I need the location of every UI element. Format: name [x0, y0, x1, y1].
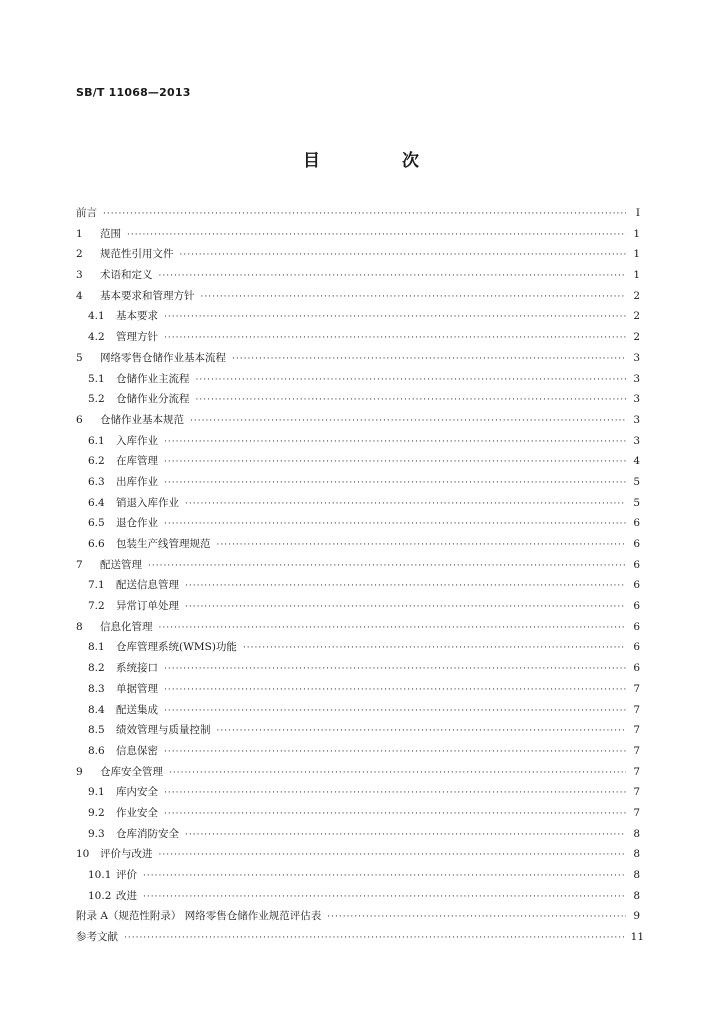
dot-leader	[164, 457, 626, 467]
dot-leader	[185, 830, 626, 840]
dot-leader	[164, 788, 626, 798]
toc-entry-number: 9	[76, 765, 83, 778]
dot-leader	[159, 623, 627, 633]
toc-entry[interactable]	[76, 577, 640, 598]
toc-entry-page: 3	[633, 434, 640, 447]
toc-entry-page: 6	[633, 600, 640, 613]
dot-leader	[243, 643, 626, 653]
dot-leader	[201, 292, 627, 302]
toc-entry-label: 规范性引用文件	[100, 248, 174, 261]
toc-entry-label: 退仓作业	[116, 517, 158, 530]
dot-leader	[127, 230, 626, 240]
dot-leader	[164, 312, 626, 322]
dot-leader	[180, 250, 627, 260]
dot-leader	[185, 499, 626, 509]
toc-entry[interactable]	[76, 246, 640, 267]
dot-leader	[169, 768, 626, 778]
toc-entry[interactable]	[76, 288, 640, 309]
toc-entry-page: 7	[633, 744, 640, 757]
toc-entry-label: 仓储作业主流程	[116, 372, 190, 385]
toc-entry-label: 基本要求	[116, 310, 158, 323]
toc-entry[interactable]	[76, 867, 640, 888]
toc-entry[interactable]	[76, 515, 640, 536]
toc-entry-number: 4	[76, 289, 83, 302]
toc-entry[interactable]	[76, 350, 640, 371]
toc-entry-number: 8.1	[88, 641, 105, 654]
dot-leader	[124, 933, 625, 943]
toc-entry-label: 评价与改进	[100, 848, 153, 861]
toc-entry-number: 9.1	[88, 786, 105, 799]
toc-entry-label: 参考文献	[76, 931, 118, 944]
toc-entry-label: 配送集成	[116, 703, 158, 716]
dot-leader	[164, 437, 626, 447]
toc-entry-label: 网络零售仓储作业基本流程	[100, 351, 226, 364]
toc-entry-number: 10.1	[88, 869, 112, 881]
toc-entry[interactable]	[76, 722, 640, 743]
toc-entry-number: 3	[76, 269, 83, 282]
toc-entry-label: 绩效管理与质量控制	[116, 724, 211, 737]
toc-entry-number: 8.4	[88, 703, 105, 716]
dot-leader	[143, 871, 626, 881]
toc-entry-page: 6	[633, 620, 640, 633]
toc-entry-number: 5	[76, 351, 83, 364]
dot-leader	[164, 706, 626, 716]
toc-entry[interactable]	[76, 826, 640, 847]
dot-leader	[196, 395, 627, 405]
dot-leader	[164, 664, 626, 674]
toc-entry-number: 10.2	[88, 889, 112, 902]
toc-entry-number: 9.2	[88, 806, 105, 819]
dot-leader	[185, 602, 626, 612]
toc-entry-number: 7	[76, 558, 83, 571]
toc-entry-label: 改进	[116, 889, 137, 902]
toc-entry-page: 3	[633, 393, 640, 406]
toc-entry-label: 管理方针	[116, 331, 158, 344]
toc-entry-label: 出库作业	[116, 475, 158, 488]
toc-entry-label: 范围	[100, 227, 121, 240]
toc-entry-page: 7	[633, 682, 640, 695]
standard-code: SB/T 11068—2013	[76, 86, 191, 99]
toc-entry-label: 异常订单处理	[116, 600, 179, 613]
toc-entry-number: 6.6	[88, 538, 105, 550]
toc-entry-number: 2	[76, 248, 83, 261]
toc-entry-page: 7	[633, 786, 640, 799]
toc-entry[interactable]	[76, 764, 640, 785]
toc-entry-number: 9.3	[88, 827, 105, 840]
toc-entry[interactable]	[76, 205, 640, 226]
toc-entry-number: 4.2	[88, 331, 105, 344]
toc-entry-label: 仓库管理系统(WMS)功能	[116, 641, 237, 654]
toc-entry[interactable]	[76, 681, 640, 702]
toc-entry-label: 作业安全	[116, 806, 158, 819]
toc-entry-page: 4	[633, 455, 640, 468]
dot-leader	[164, 809, 626, 819]
toc-entry-page: 2	[633, 331, 640, 344]
toc-entry-page: 5	[633, 496, 640, 509]
toc-entry-label: 配送管理	[100, 558, 142, 571]
toc-entry[interactable]	[76, 474, 640, 495]
toc-entry[interactable]	[76, 908, 640, 929]
toc-entry[interactable]	[76, 267, 640, 288]
dot-leader	[217, 726, 627, 736]
toc-entry-page: 2	[633, 310, 640, 323]
toc-entry-page: 6	[633, 579, 640, 592]
toc-entry-page: 11	[630, 931, 645, 944]
toc-entry-page: 1	[633, 248, 640, 261]
toc-entry[interactable]	[76, 453, 640, 474]
toc-entry[interactable]	[76, 619, 640, 640]
toc-entry[interactable]	[76, 226, 640, 247]
dot-leader	[327, 912, 626, 922]
toc-entry-label: 附录 A（规范性附录） 网络零售仓储作业规范评估表	[76, 910, 322, 923]
toc-entry-number: 8.3	[88, 682, 105, 695]
dot-leader	[164, 685, 626, 695]
toc-entry-number: 6	[76, 413, 83, 426]
toc-entry-page: 6	[633, 662, 640, 675]
toc-entry-page: 8	[633, 827, 640, 840]
toc-entry-number: 6.3	[88, 475, 105, 488]
toc-entry-number: 8	[76, 620, 83, 633]
toc-entry-label: 仓库安全管理	[100, 765, 163, 778]
toc-entry-page: 3	[633, 413, 640, 426]
toc-entry-label: 在库管理	[116, 455, 158, 468]
toc-entry-number: 8.5	[88, 724, 105, 737]
toc-entry-label: 评价	[116, 869, 137, 881]
toc-entry-number: 5.2	[88, 393, 105, 406]
toc-entry-number: 6.4	[88, 496, 105, 509]
table-of-contents	[76, 205, 645, 950]
toc-entry-page: 1	[633, 269, 640, 282]
toc-entry-label: 库内安全	[116, 786, 158, 799]
toc-entry[interactable]	[76, 784, 640, 805]
toc-entry-label: 前言	[76, 207, 97, 219]
toc-entry-label: 配送信息管理	[116, 579, 179, 592]
dot-leader	[196, 375, 627, 385]
dot-leader	[159, 850, 627, 860]
toc-entry[interactable]	[76, 433, 640, 454]
dot-leader	[159, 271, 627, 281]
toc-entry-number: 6.5	[88, 517, 105, 530]
toc-entry-page: 7	[633, 765, 640, 778]
toc-entry-page: 5	[633, 475, 640, 488]
dot-leader	[164, 478, 626, 488]
toc-entry-label: 基本要求和管理方针	[100, 289, 195, 302]
toc-entry[interactable]	[76, 846, 640, 867]
toc-entry[interactable]	[76, 557, 640, 578]
toc-entry[interactable]	[76, 702, 640, 723]
dot-leader	[232, 354, 626, 364]
toc-entry[interactable]	[76, 598, 640, 619]
toc-entry-page: 7	[633, 806, 640, 819]
toc-entry[interactable]	[76, 639, 640, 660]
toc-entry-page: 6	[633, 641, 640, 654]
toc-entry-page: 8	[633, 869, 640, 881]
toc-entry-label: 销退入库作业	[116, 496, 179, 509]
dot-leader	[143, 892, 626, 902]
dot-leader	[164, 519, 626, 529]
toc-entry-page: 8	[633, 848, 640, 861]
toc-entry-label: 术语和定义	[100, 269, 153, 282]
toc-entry-page: Ⅰ	[635, 207, 640, 219]
dot-leader	[164, 333, 626, 343]
dot-leader	[190, 416, 626, 426]
toc-entry-number: 10	[76, 848, 90, 861]
toc-entry[interactable]	[76, 536, 640, 557]
toc-entry[interactable]	[76, 371, 640, 392]
toc-entry-number: 8.6	[88, 744, 105, 757]
toc-entry-label: 信息化管理	[100, 620, 153, 633]
toc-entry-label: 系统接口	[116, 662, 158, 675]
toc-entry-number: 7.2	[88, 600, 105, 613]
toc-entry-page: 1	[633, 227, 640, 240]
toc-entry[interactable]	[76, 660, 640, 681]
toc-entry[interactable]	[76, 308, 640, 329]
toc-entry-page: 7	[633, 703, 640, 716]
dot-leader	[185, 581, 626, 591]
toc-entry-label: 单据管理	[116, 682, 158, 695]
toc-entry-label: 入库作业	[116, 434, 158, 447]
toc-entry-number: 6.1	[88, 434, 105, 447]
toc-entry-label: 包装生产线管理规范	[116, 538, 211, 550]
toc-entry[interactable]	[76, 391, 640, 412]
toc-entry-page: 6	[633, 517, 640, 530]
toc-entry-label: 仓储作业分流程	[116, 393, 190, 406]
toc-entry-page: 9	[633, 910, 640, 923]
toc-entry[interactable]	[76, 888, 640, 909]
toc-entry[interactable]	[76, 495, 640, 516]
dot-leader	[148, 561, 626, 571]
toc-entry-page: 6	[633, 538, 640, 550]
toc-entry-label: 信息保密	[116, 744, 158, 757]
toc-entry-number: 8.2	[88, 662, 105, 675]
toc-entry-number: 4.1	[88, 310, 105, 323]
page-title: 目 次	[303, 151, 457, 171]
toc-entry[interactable]	[76, 743, 640, 764]
toc-entry[interactable]	[76, 329, 640, 350]
toc-entry-page: 3	[633, 351, 640, 364]
toc-entry-number: 1	[76, 227, 83, 240]
toc-entry-page: 2	[633, 289, 640, 302]
toc-entry-number: 7.1	[88, 579, 105, 592]
toc-entry-page: 3	[633, 372, 640, 385]
toc-entry-page: 6	[633, 558, 640, 571]
toc-entry-page: 7	[633, 724, 640, 737]
dot-leader	[217, 540, 627, 550]
toc-entry-number: 5.1	[88, 372, 105, 385]
toc-entry[interactable]	[76, 929, 645, 950]
toc-entry[interactable]	[76, 412, 640, 433]
dot-leader	[103, 209, 626, 219]
toc-entry-label: 仓库消防安全	[116, 827, 179, 840]
toc-entry-page: 8	[633, 889, 640, 902]
toc-entry-number: 6.2	[88, 455, 105, 468]
toc-entry[interactable]	[76, 805, 640, 826]
toc-entry-label: 仓储作业基本规范	[100, 413, 184, 426]
dot-leader	[164, 747, 626, 757]
